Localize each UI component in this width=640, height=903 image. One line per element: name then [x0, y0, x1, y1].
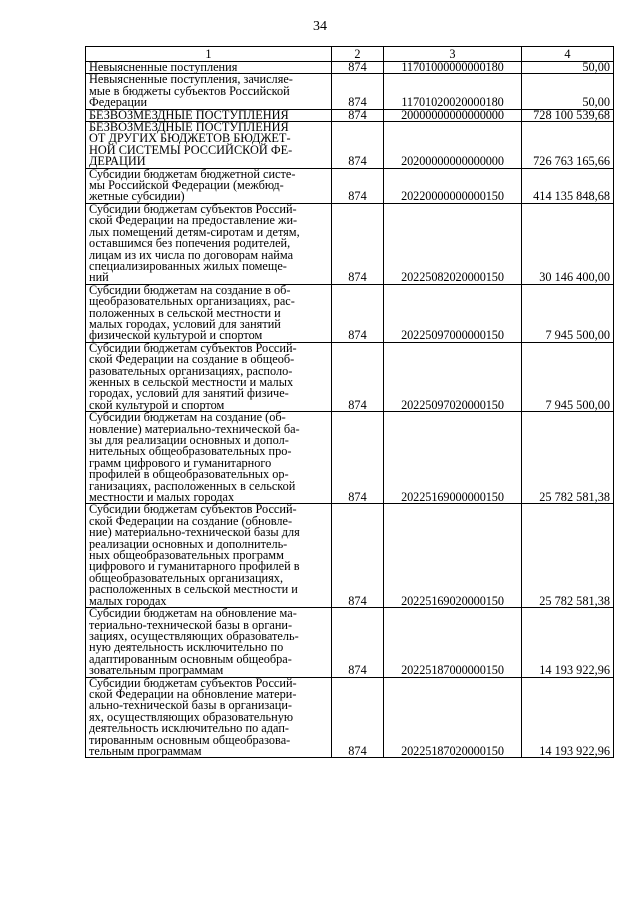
table-row — [86, 122, 614, 169]
row-amount: 7 945 500,00 — [522, 342, 614, 411]
revenue-table — [85, 46, 614, 758]
row-admin-code: 874 — [332, 203, 384, 284]
row-admin-code: 874 — [332, 74, 384, 109]
row-budget-code: 20220000000000150 — [384, 168, 522, 203]
row-name: Субсидии бюджетам субъектов Россий- ской Федерации на предоставление жи- лых помещений детям-сиротам и детям, оставшимся без попечения родителей, лицам из их числа по договорам найма специализированных жилых помеще- ний — [86, 203, 332, 284]
row-budget-code: 20200000000000000 — [384, 122, 522, 169]
row-name: Субсидии бюджетам субъектов Россий- ской Федерации на обновление матери- ально-технической базы в организаци- ях, осуществляющих образовательную деятельность исключительно по адап- тированным основным общеобразова- тельным программам — [86, 677, 332, 758]
row-amount: 14 193 922,96 — [522, 608, 614, 677]
row-amount: 50,00 — [522, 62, 614, 74]
table-row — [86, 284, 614, 342]
row-admin-code: 874 — [332, 677, 384, 758]
row-budget-code: 20225169000000150 — [384, 412, 522, 504]
row-budget-code: 20225187020000150 — [384, 677, 522, 758]
page-number: 34 — [313, 19, 327, 34]
row-admin-code: 874 — [332, 109, 384, 121]
row-name: Невыясненные поступления — [86, 62, 332, 74]
row-name: Субсидии бюджетам субъектов Россий- ской Федерации на создание в общеоб- разовательных организациях, располо- женных в сельской местности и малых городах, условий для занятий физиче- ской культурой и спортом — [86, 342, 332, 411]
table-row — [86, 74, 614, 109]
row-amount: 7 945 500,00 — [522, 284, 614, 342]
row-name: БЕЗВОЗМЕЗДНЫЕ ПОСТУПЛЕНИЯ — [86, 109, 332, 121]
table-row — [86, 168, 614, 203]
row-name: Субсидии бюджетам на создание в об- щеобразовательных организациях, рас- положенных в сельской местности и малых городах, условий для занятий физической культурой и спортом — [86, 284, 332, 342]
row-name: Субсидии бюджетам бюджетной систе- мы Российской Федерации (межбюд- жетные субсидии) — [86, 168, 332, 203]
table-row — [86, 342, 614, 411]
row-budget-code: 20225097000000150 — [384, 284, 522, 342]
row-amount: 25 782 581,38 — [522, 504, 614, 608]
row-amount: 50,00 — [522, 74, 614, 109]
row-admin-code: 874 — [332, 608, 384, 677]
row-budget-code: 20000000000000000 — [384, 109, 522, 121]
row-budget-code: 20225169020000150 — [384, 504, 522, 608]
row-budget-code: 20225187000000150 — [384, 608, 522, 677]
row-admin-code: 874 — [332, 168, 384, 203]
row-admin-code: 874 — [332, 412, 384, 504]
header-col-4: 4 — [522, 47, 614, 62]
row-amount: 726 763 165,66 — [522, 122, 614, 169]
table-row — [86, 203, 614, 284]
row-admin-code: 874 — [332, 62, 384, 74]
row-name: Субсидии бюджетам на создание (об- новление) материально-технической ба- зы для реализации основных и допол- нительных общеобразовательных про- грамм цифрового и гуманитарного профилей в общеобразовательных ор- ганизациях, расположенных в сельской местности и малых городах — [86, 412, 332, 504]
table-row — [86, 412, 614, 504]
table-row — [86, 504, 614, 608]
row-amount: 30 146 400,00 — [522, 203, 614, 284]
header-col-2: 2 — [332, 47, 384, 62]
row-name: БЕЗВОЗМЕЗДНЫЕ ПОСТУПЛЕНИЯ ОТ ДРУГИХ БЮДЖЕТОВ БЮДЖЕТ- НОЙ СИСТЕМЫ РОССИЙСКОЙ ФЕ- ДЕРАЦИИ — [86, 122, 332, 169]
row-admin-code: 874 — [332, 504, 384, 608]
row-name: Субсидии бюджетам на обновление ма- териально-технической базы в органи- зациях, осуществляющих образователь- ную деятельность исключительно по адаптированным основным общеобра- зовательным программам — [86, 608, 332, 677]
row-amount: 728 100 539,68 — [522, 109, 614, 121]
row-amount: 25 782 581,38 — [522, 412, 614, 504]
table-row — [86, 677, 614, 758]
row-name: Субсидии бюджетам субъектов Россий- ской Федерации на создание (обновле- ние) материально-технической базы для реализации основных и дополнитель- ных общеобразовательных программ цифрового и гуманитарного профилей в общеобразовательных организациях, расположенных в сельской местности и малых городах — [86, 504, 332, 608]
row-admin-code: 874 — [332, 284, 384, 342]
header-col-1: 1 — [86, 47, 332, 62]
row-amount: 414 135 848,68 — [522, 168, 614, 203]
row-budget-code: 11701020020000180 — [384, 74, 522, 109]
header-col-3: 3 — [384, 47, 522, 62]
table-body — [86, 62, 614, 758]
row-budget-code: 20225082020000150 — [384, 203, 522, 284]
row-admin-code: 874 — [332, 122, 384, 169]
row-amount: 14 193 922,96 — [522, 677, 614, 758]
row-name: Невыясненные поступления, зачисляе- мые в бюджеты субъектов Российской Федерации — [86, 74, 332, 109]
table-row — [86, 608, 614, 677]
row-budget-code: 20225097020000150 — [384, 342, 522, 411]
row-admin-code: 874 — [332, 342, 384, 411]
row-budget-code: 11701000000000180 — [384, 62, 522, 74]
